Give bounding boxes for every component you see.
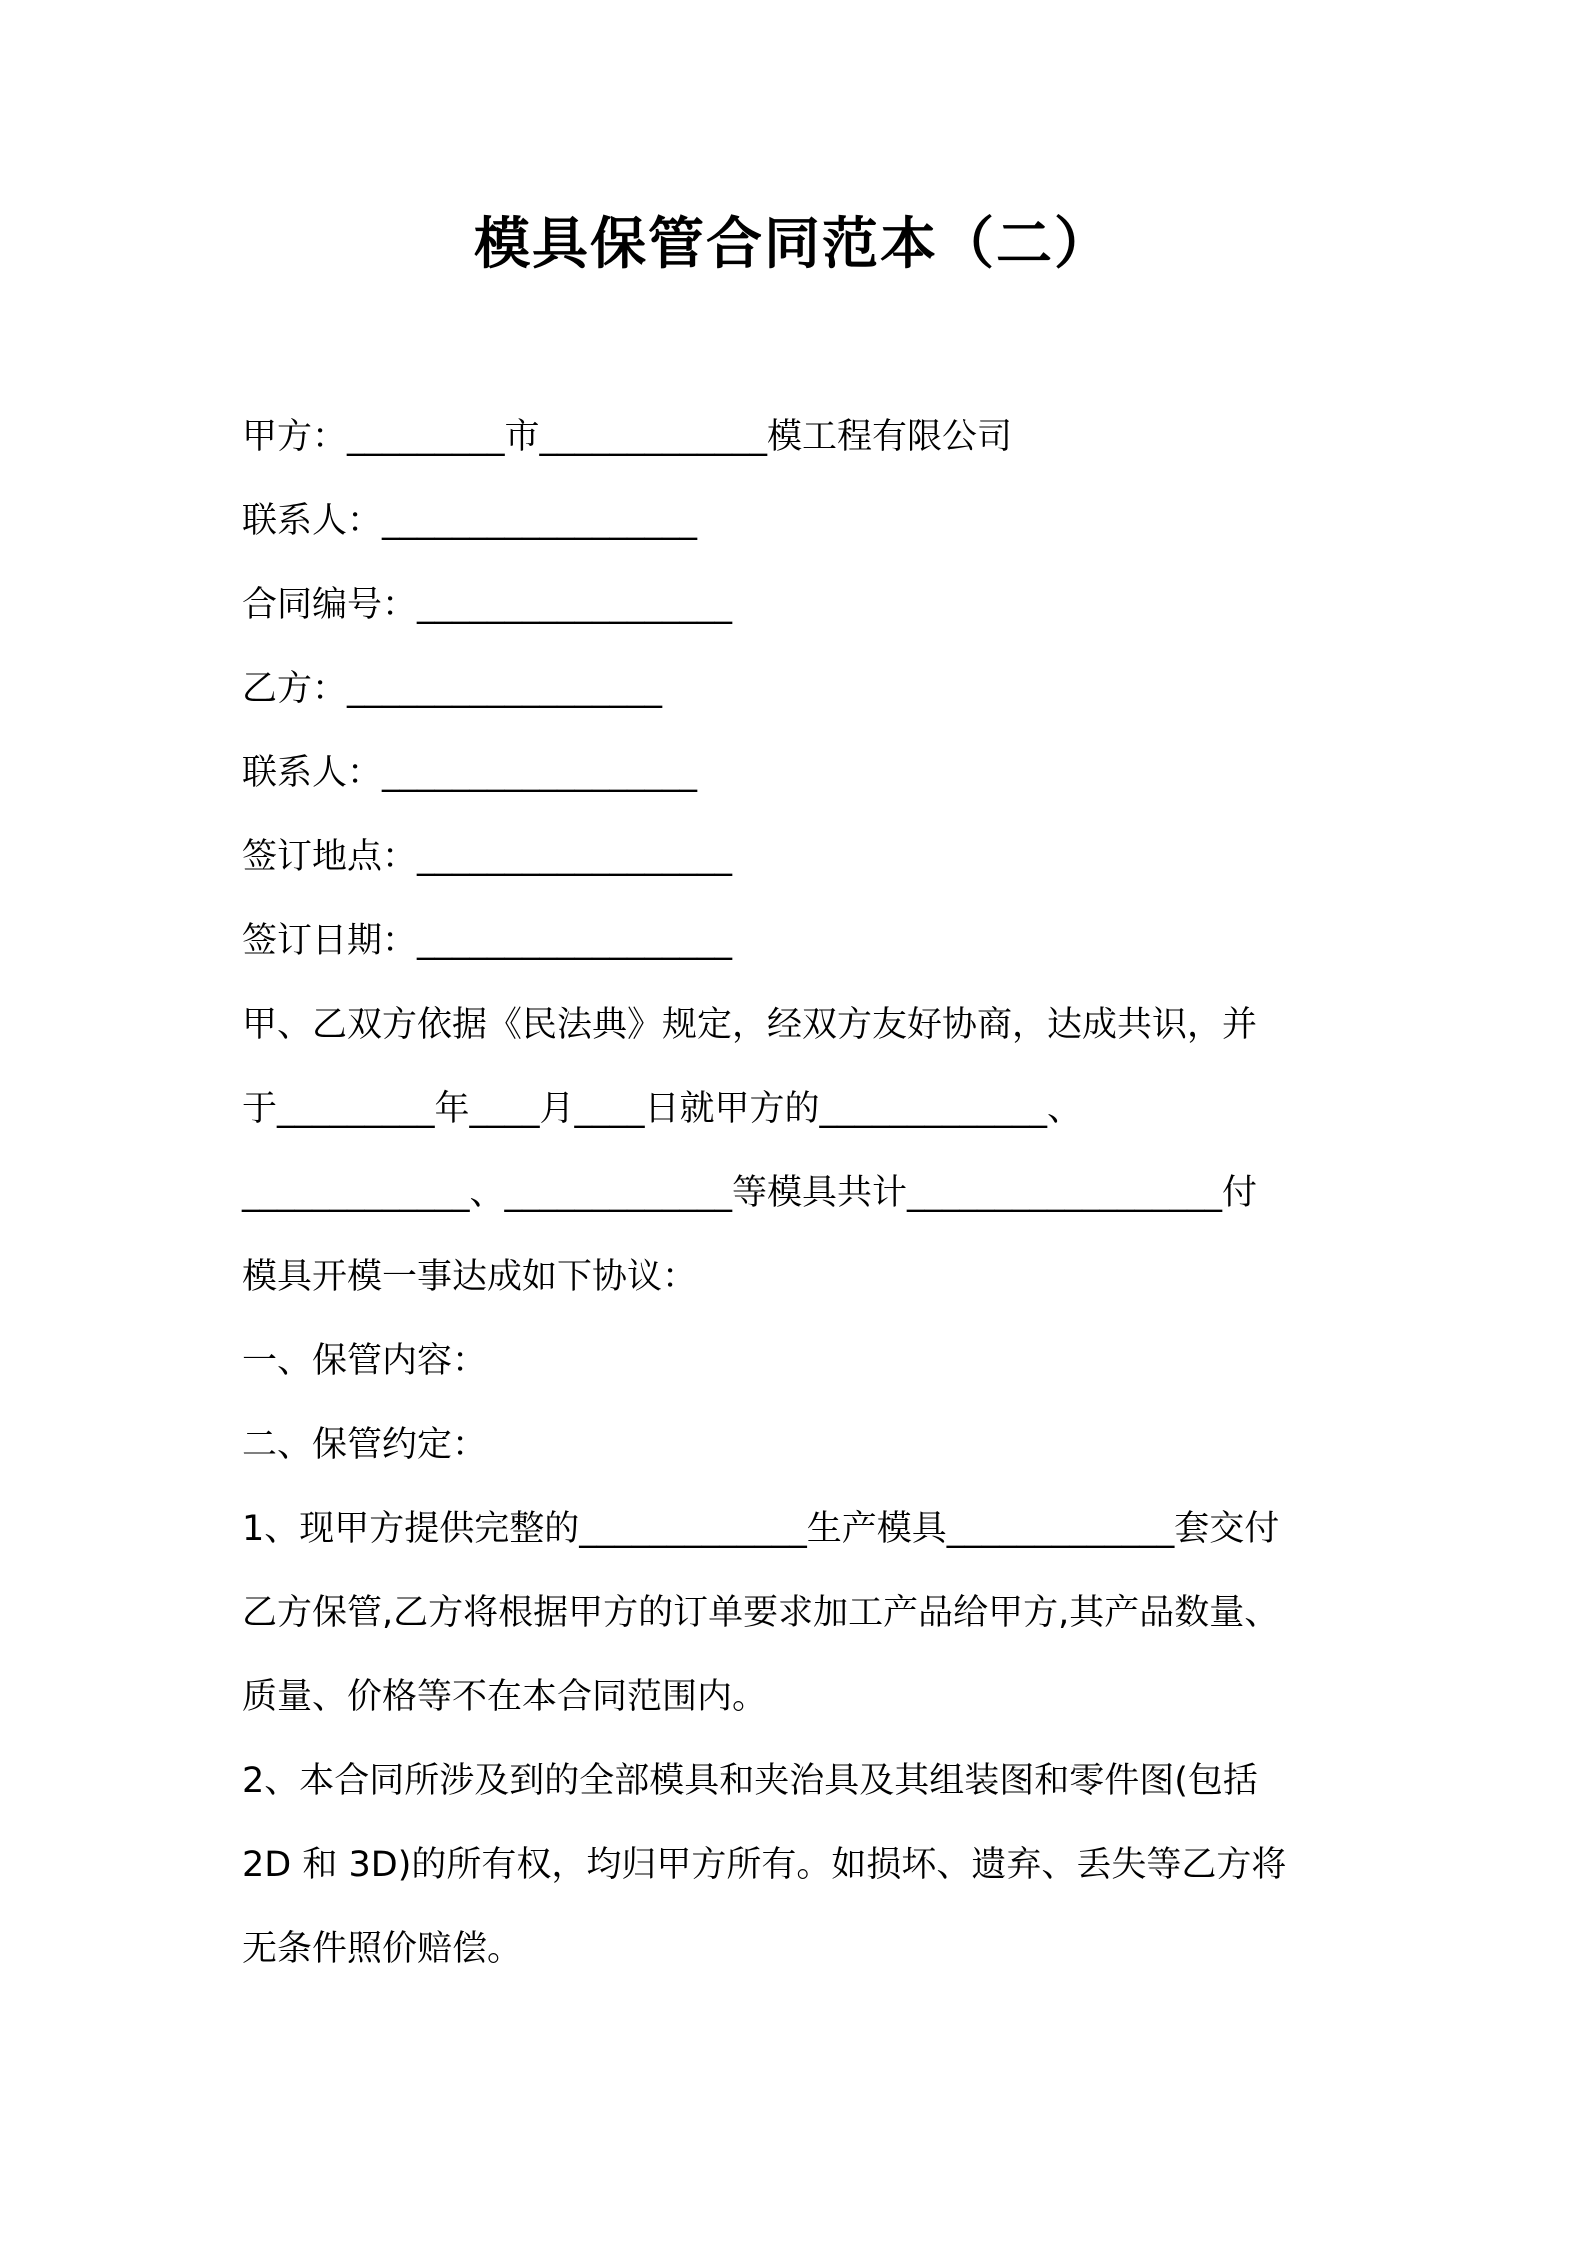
- preamble-line-2: 于_________年____月____日就甲方的_____________、: [242, 1089, 1083, 1129]
- contract-number-line: 合同编号：__________________: [242, 585, 733, 625]
- clause-2-line-1: 2、本合同所涉及到的全部模具和夹治具及其组装图和零件图(包括: [242, 1761, 1258, 1801]
- signing-date-line: 签订日期：__________________: [242, 921, 733, 961]
- clause-1-line-2: 乙方保管,乙方将根据甲方的订单要求加工产品给甲方,其产品数量、: [242, 1593, 1280, 1633]
- party-b-contact-line: 联系人：__________________: [242, 753, 698, 793]
- section-heading-terms: 二、保管约定：: [242, 1425, 488, 1465]
- preamble-line-1: 甲、乙双方依据《民法典》规定，经双方友好协商，达成共识，并: [242, 1005, 1258, 1045]
- clause-2-line-2: 2D 和 3D)的所有权，均归甲方所有。如损坏、遗弃、丢失等乙方将: [242, 1845, 1287, 1885]
- clause-1-line-1: 1、现甲方提供完整的_____________生产模具_____________套交付: [242, 1509, 1280, 1549]
- party-a-line: 甲方：_________市_____________模工程有限公司: [242, 417, 1013, 457]
- party-a-contact-line: 联系人：__________________: [242, 501, 698, 541]
- party-b-line: 乙方：__________________: [242, 669, 663, 709]
- clause-2-line-3: 无条件照价赔偿。: [242, 1929, 523, 1969]
- preamble-line-4: 模具开模一事达成如下协议：: [242, 1257, 698, 1297]
- signing-place-line: 签订地点：__________________: [242, 837, 733, 877]
- document-title: 模具保管合同范本（二）: [474, 212, 1112, 277]
- preamble-line-3: _____________、_____________等模具共计__________________付: [242, 1173, 1258, 1213]
- clause-1-line-3: 质量、价格等不在本合同范围内。: [242, 1677, 768, 1717]
- section-heading-content: 一、保管内容：: [242, 1341, 488, 1381]
